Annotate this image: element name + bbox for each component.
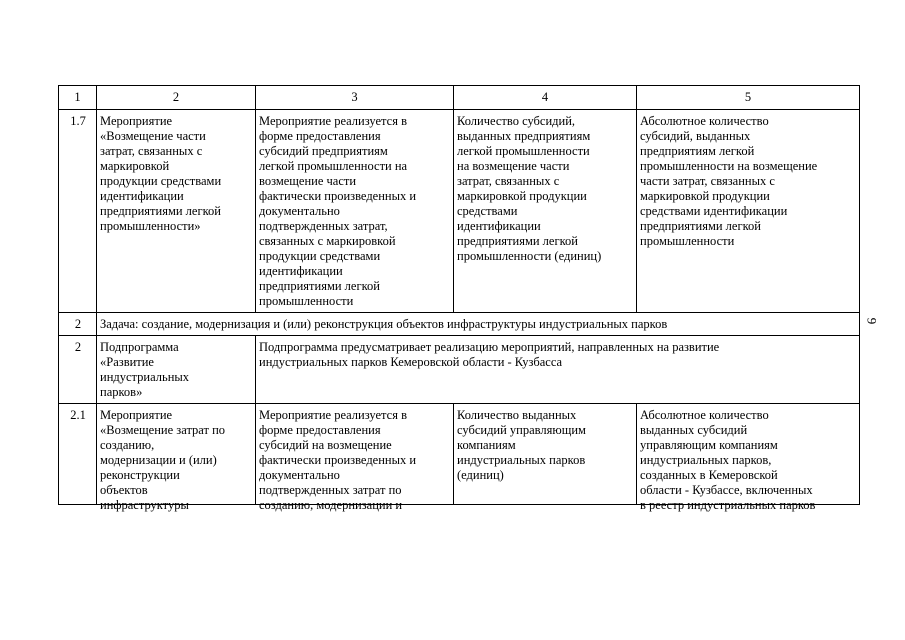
- indicator-name: Количество выданных субсидий управляющим компаниям индустриальных парков (единиц): [457, 408, 586, 482]
- measure-description: Мероприятие реализуется в форме предоставления субсидий предприятиям легкой промышленности на возмещение части фактически произведенных и документально подтвержденных затрат, связанных с маркировкой продукции средствами идентификации предприятиями легкой промышленности: [256, 110, 454, 313]
- indicator-method: Абсолютное количество выданных субсидий управляющим компаниям индустриальных парков, созданных в Кемеровской области - Кузбассе, включенных в реестр индустриальных парков: [640, 408, 816, 512]
- measure-description-cell: [256, 404, 454, 512]
- table-row: [59, 336, 860, 404]
- indicator-name: Количество субсидий, выданных предприятиям легкой промышленности на возмещение части затрат, связанных с маркировкой продукции средствами идентификации предприятиями легкой промышленности (единиц): [454, 110, 637, 313]
- task-text: Задача: создание, модернизация и (или) реконструкция объектов инфраструктуры индустриальных парков: [97, 313, 860, 336]
- table-row: [59, 404, 860, 505]
- indicator-name-cell: [454, 404, 637, 505]
- indicator-method: Абсолютное количество субсидий, выданных предприятиям легкой промышленности на возмещение части затрат, связанных с маркировкой продукции средствами идентификации предприятиями легкой промышленности: [637, 110, 860, 313]
- row-number: 1.7: [59, 110, 97, 313]
- header-cell-5: 5: [637, 86, 860, 110]
- measure-description: Мероприятие реализуется в форме предоставления субсидий на возмещение фактически произведенных и документально подтвержденных затрат по созданию, модернизации и: [259, 408, 417, 512]
- page-number: 9: [864, 317, 880, 325]
- header-cell-4: 4: [454, 86, 637, 110]
- row-number: 2.1: [59, 404, 97, 505]
- measure-name: Мероприятие «Возмещение части затрат, связанных с маркировкой продукции средствами идентификации предприятиями легкой промышленности»: [97, 110, 256, 313]
- header-cell-3: 3: [256, 86, 454, 110]
- subprogram-description: Подпрограмма предусматривает реализацию мероприятий, направленных на развитие индустриальных парков Кемеровской области - Кузбасса: [256, 336, 860, 404]
- row-number: 2: [59, 313, 97, 336]
- indicator-method-cell: [637, 404, 860, 512]
- table-row: [59, 110, 860, 313]
- measure-name-cell: [97, 404, 256, 512]
- row-number: 2: [59, 336, 97, 404]
- measure-name: Мероприятие «Возмещение затрат по созданию, модернизации и (или) реконструкции объектов инфраструктуры: [100, 408, 226, 512]
- header-cell-1: 1: [59, 86, 97, 110]
- header-row: [59, 86, 860, 110]
- subprogram-name: Подпрограмма «Развитие индустриальных парков»: [97, 336, 256, 404]
- header-cell-2: 2: [97, 86, 256, 110]
- program-table: [58, 85, 860, 512]
- table-row: [59, 313, 860, 336]
